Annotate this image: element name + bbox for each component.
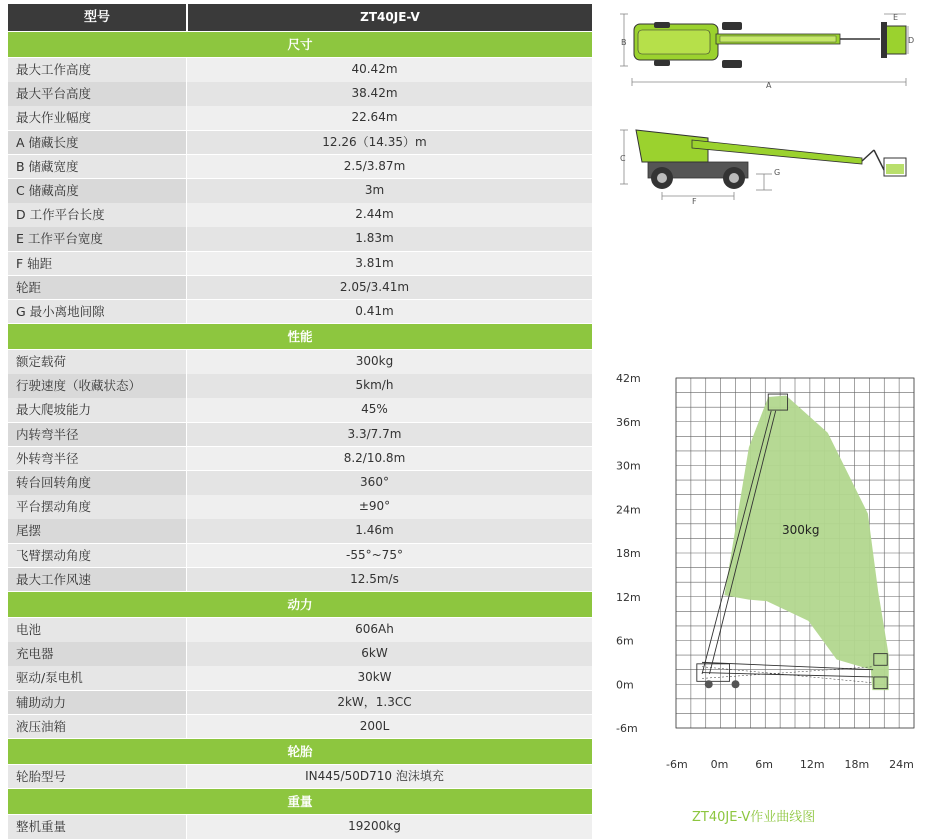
table-row	[8, 715, 592, 739]
section-title: 重量	[8, 789, 592, 814]
section-title: 尺寸	[8, 32, 592, 57]
spec-value: 40.42m	[187, 58, 592, 82]
table-row	[8, 252, 592, 276]
table-row	[8, 815, 592, 839]
table-row	[8, 155, 592, 179]
table-row	[8, 691, 592, 715]
spec-label: 最大作业幅度	[8, 106, 187, 130]
table-header-row	[8, 4, 592, 31]
x-tick-label: 0m	[710, 758, 729, 771]
spec-label: 行驶速度（收藏状态）	[8, 374, 187, 398]
x-tick-label: 6m	[755, 758, 773, 771]
spec-label: 飞臂摆动角度	[8, 544, 187, 568]
table-row	[8, 227, 592, 251]
spec-value: 2.05/3.41m	[187, 276, 592, 300]
spec-value: 360°	[187, 471, 592, 495]
wheel-icon	[732, 680, 740, 688]
section-title: 动力	[8, 592, 592, 617]
spec-value: 2.5/3.87m	[187, 155, 592, 179]
table-row	[8, 471, 592, 495]
y-axis-ticks	[616, 372, 641, 735]
header-model-value: ZT40JE-V	[188, 4, 592, 31]
spec-value: 19200kg	[187, 815, 592, 839]
spec-label: 驱动/泵电机	[8, 666, 187, 690]
table-row	[8, 203, 592, 227]
spec-label: D 工作平台长度	[8, 203, 187, 227]
spec-value: 30kW	[187, 666, 592, 690]
spec-value: 12.5m/s	[187, 568, 592, 592]
spec-value: 0.41m	[187, 300, 592, 324]
spec-label: 辅助动力	[8, 691, 187, 715]
load-label: 300kg	[782, 523, 820, 537]
table-row	[8, 495, 592, 519]
spec-label: F 轴距	[8, 252, 187, 276]
y-tick-label: 24m	[616, 503, 641, 517]
y-tick-label: 36m	[616, 415, 641, 429]
label-b: B	[621, 38, 627, 47]
spec-value: 22.64m	[187, 106, 592, 130]
table-row	[8, 300, 592, 324]
table-row	[8, 58, 592, 82]
label-d: D	[908, 36, 915, 45]
table-row	[8, 398, 592, 422]
y-tick-label: 6m	[616, 634, 634, 648]
spec-label: 充电器	[8, 642, 187, 666]
spec-value: 12.26（14.35）m	[187, 131, 592, 155]
spec-value: 45%	[187, 398, 592, 422]
spec-value: 1.46m	[187, 519, 592, 543]
spec-label: A 储藏长度	[8, 131, 187, 155]
spec-label: 轮胎型号	[8, 765, 187, 789]
working-envelope-chart	[612, 364, 922, 774]
table-row	[8, 82, 592, 106]
table-row	[8, 568, 592, 592]
label-e: E	[893, 13, 899, 22]
spec-label: 最大工作高度	[8, 58, 187, 82]
spec-label: B 储藏宽度	[8, 155, 187, 179]
spec-value: 200L	[187, 715, 592, 739]
label-g: G	[774, 168, 781, 177]
spec-table	[8, 4, 592, 839]
spec-value: 5km/h	[187, 374, 592, 398]
table-row	[8, 618, 592, 642]
y-tick-label: 12m	[616, 590, 641, 604]
spec-value: 3.3/7.7m	[187, 423, 592, 447]
table-row	[8, 765, 592, 789]
top-view-diagram	[612, 8, 915, 92]
spec-value: 2.44m	[187, 203, 592, 227]
y-tick-label: 0m	[616, 678, 634, 692]
side-view-diagram	[612, 118, 912, 208]
spec-value: 300kg	[187, 350, 592, 374]
x-axis-ticks	[666, 758, 914, 771]
spec-label: C 储藏高度	[8, 179, 187, 203]
spec-label: 外转弯半径	[8, 447, 187, 471]
table-row	[8, 276, 592, 300]
section-title: 性能	[8, 324, 592, 349]
table-row	[8, 131, 592, 155]
label-c: C	[620, 154, 626, 163]
spec-label: 轮距	[8, 276, 187, 300]
table-row	[8, 666, 592, 690]
spec-label: 最大平台高度	[8, 82, 187, 106]
spec-label: 电池	[8, 618, 187, 642]
table-row	[8, 544, 592, 568]
x-tick-label: 24m	[889, 758, 914, 771]
table-row	[8, 642, 592, 666]
table-row	[8, 374, 592, 398]
table-row	[8, 179, 592, 203]
x-tick-label: -6m	[666, 758, 688, 771]
header-model-label: 型号	[8, 4, 188, 31]
spec-value: 1.83m	[187, 227, 592, 251]
spec-label: 内转弯半径	[8, 423, 187, 447]
table-row	[8, 106, 592, 130]
y-tick-label: 18m	[616, 547, 641, 560]
boom-segment	[702, 667, 873, 683]
spec-value: 2kW，1.3CC	[187, 691, 592, 715]
spec-label: 尾摆	[8, 519, 187, 543]
spec-value: 3.81m	[187, 252, 592, 276]
table-row	[8, 447, 592, 471]
spec-label: 整机重量	[8, 815, 187, 839]
chart-caption: ZT40JE-V作业曲线图	[692, 810, 816, 825]
working-envelope-area	[724, 396, 888, 691]
spec-label: 转台回转角度	[8, 471, 187, 495]
spec-value: ±90°	[187, 495, 592, 519]
spec-label: 液压油箱	[8, 715, 187, 739]
spec-value: 8.2/10.8m	[187, 447, 592, 471]
spec-label: 额定载荷	[8, 350, 187, 374]
table-row	[8, 350, 592, 374]
spec-value: 3m	[187, 179, 592, 203]
y-tick-label: 30m	[616, 459, 641, 473]
spec-label: 最大工作风速	[8, 568, 187, 592]
spec-value: 6kW	[187, 642, 592, 666]
spec-label: E 工作平台宽度	[8, 227, 187, 251]
spec-label: 平台摆动角度	[8, 495, 187, 519]
label-a: A	[766, 81, 772, 90]
spec-value: 606Ah	[187, 618, 592, 642]
x-tick-label: 18m	[844, 758, 870, 771]
wheel-icon	[705, 680, 713, 688]
y-tick-label: -6m	[616, 722, 638, 735]
spec-label: G 最小离地间隙	[8, 300, 187, 324]
x-tick-label: 12m	[799, 758, 825, 771]
spec-value: IN445/50D710 泡沫填充	[187, 765, 592, 789]
table-row	[8, 519, 592, 543]
spec-value: 38.42m	[187, 82, 592, 106]
spec-value: -55°~75°	[187, 544, 592, 568]
section-title: 轮胎	[8, 739, 592, 764]
spec-label: 最大爬坡能力	[8, 398, 187, 422]
table-row	[8, 423, 592, 447]
y-tick-label: 42m	[616, 372, 641, 385]
label-f: F	[692, 197, 697, 206]
